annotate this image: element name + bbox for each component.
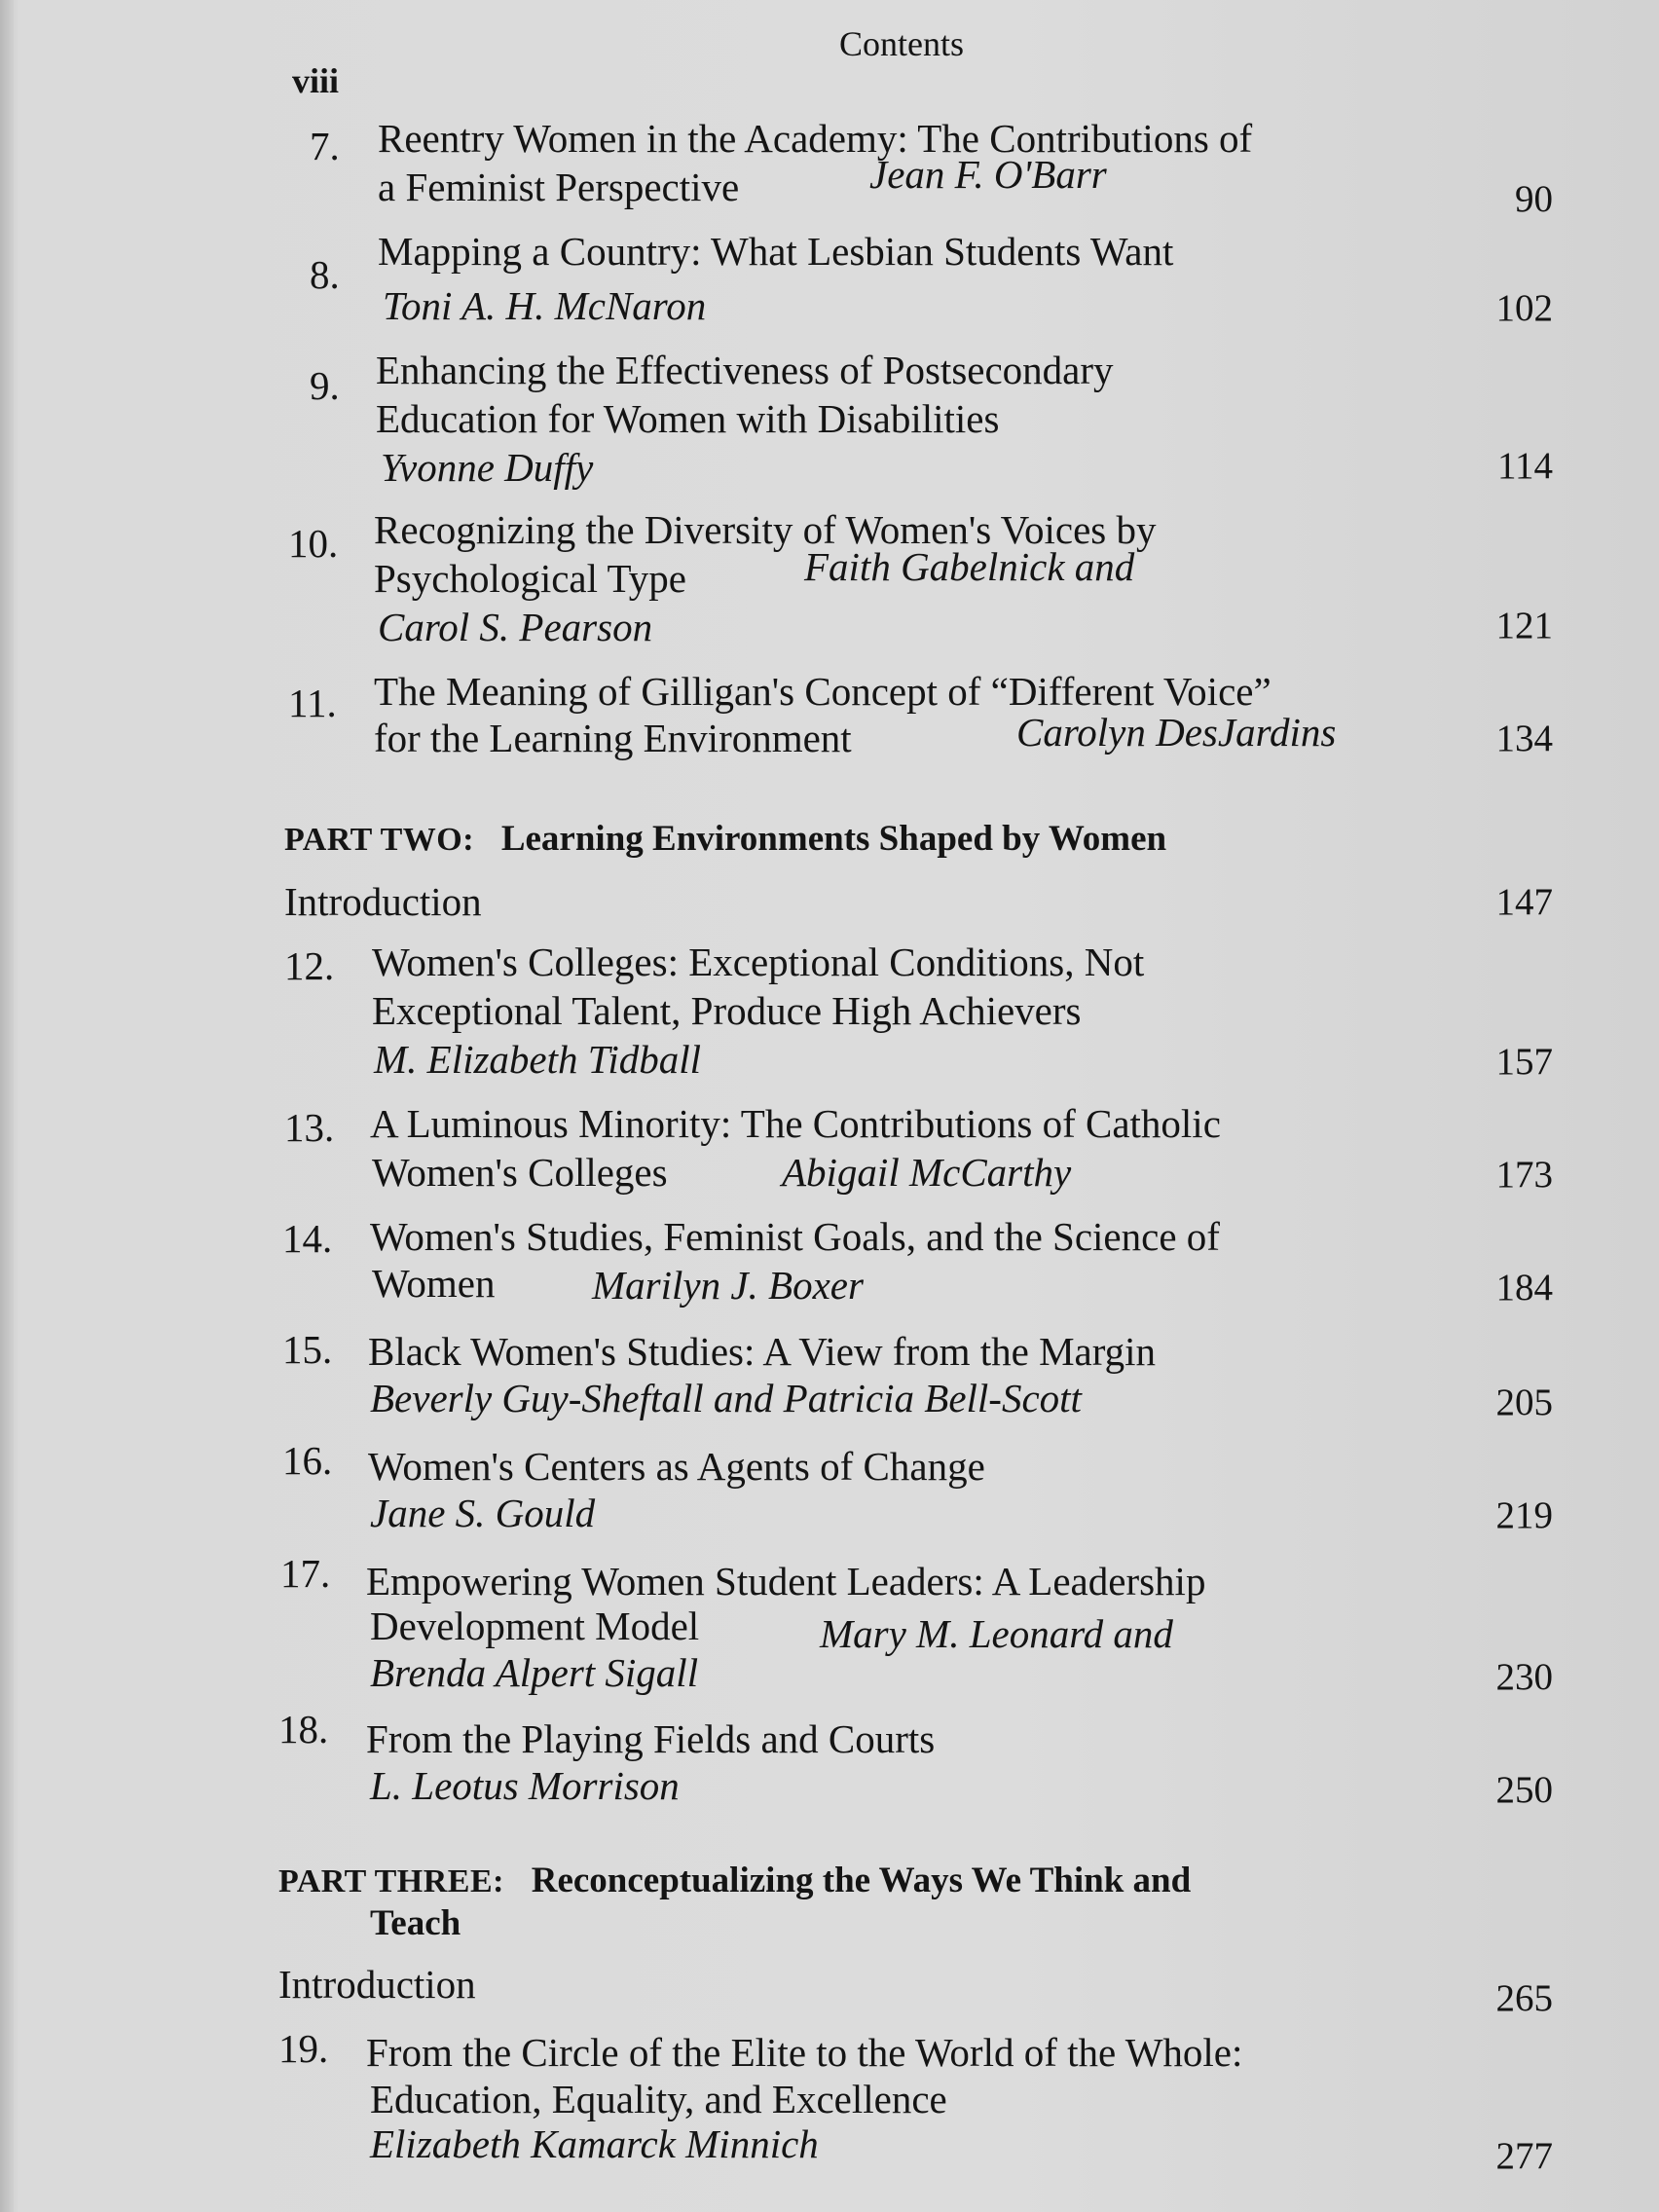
entry-page: 134 bbox=[1495, 718, 1553, 759]
part-label: PART THREE: bbox=[278, 1863, 504, 1899]
entry-number: 10. bbox=[288, 521, 339, 566]
entry-author: Jean F. O'Barr bbox=[869, 152, 1107, 197]
entry-page: 219 bbox=[1495, 1494, 1553, 1536]
entry-author: Yvonne Duffy bbox=[381, 445, 594, 490]
entry-title: Development Model bbox=[370, 1604, 700, 1648]
entry-number: 17. bbox=[280, 1551, 331, 1596]
entry-number: 7. bbox=[310, 124, 340, 168]
entry-author: Elizabeth Kamarck Minnich bbox=[370, 2121, 819, 2166]
page-number: viii bbox=[292, 61, 340, 100]
entry-author: Carol S. Pearson bbox=[378, 605, 653, 649]
entry-author: Faith Gabelnick and bbox=[804, 544, 1135, 589]
entry-title: Psychological Type bbox=[374, 556, 686, 601]
entry-author: M. Elizabeth Tidball bbox=[374, 1037, 701, 1082]
entry-author: Jane S. Gould bbox=[370, 1491, 596, 1535]
entry-page: 230 bbox=[1495, 1656, 1553, 1698]
entry-title: From the Playing Fields and Courts bbox=[366, 1716, 936, 1761]
entry-number: 19. bbox=[278, 2026, 329, 2071]
entry-title: Exceptional Talent, Produce High Achievers bbox=[372, 988, 1082, 1033]
entry-number: 16. bbox=[282, 1438, 333, 1483]
entry-title: Women's Colleges bbox=[372, 1150, 668, 1195]
entry-title: Black Women's Studies: A View from the Margin bbox=[368, 1329, 1157, 1374]
entry-author: Carolyn DesJardins bbox=[1016, 710, 1337, 755]
entry-title: Enhancing the Effectiveness of Postsecondary bbox=[376, 348, 1114, 392]
entry-number: 11. bbox=[288, 681, 337, 725]
entry-number: 12. bbox=[284, 943, 335, 988]
entry-author: Brenda Alpert Sigall bbox=[370, 1650, 699, 1695]
entry-title: Women's Colleges: Exceptional Conditions, Not bbox=[372, 940, 1145, 984]
part-introduction: Introduction bbox=[284, 879, 482, 924]
entry-title: Education, Equality, and Excellence bbox=[370, 2077, 947, 2121]
part-introduction: Introduction bbox=[278, 1962, 476, 2007]
entry-page: 157 bbox=[1495, 1041, 1553, 1083]
entry-page: 90 bbox=[1515, 178, 1553, 220]
entry-title: Recognizing the Diversity of Women's Voices by bbox=[374, 507, 1157, 552]
entry-page: 102 bbox=[1495, 287, 1553, 329]
introduction-page: 265 bbox=[1495, 1977, 1553, 2019]
entry-author: L. Leotus Morrison bbox=[370, 1763, 680, 1808]
introduction-page: 147 bbox=[1495, 881, 1553, 923]
entry-page: 121 bbox=[1495, 605, 1553, 646]
entry-page: 250 bbox=[1495, 1769, 1553, 1811]
entry-author: Toni A. H. McNaron bbox=[383, 283, 707, 328]
entry-page: 173 bbox=[1495, 1154, 1553, 1196]
entry-number: 13. bbox=[284, 1105, 335, 1150]
page-edge bbox=[0, 0, 14, 2212]
entry-page: 277 bbox=[1495, 2135, 1553, 2177]
entry-title: Education for Women with Disabilities bbox=[376, 396, 1000, 441]
entry-title: A Luminous Minority: The Contributions of Catholic bbox=[370, 1101, 1221, 1146]
entry-page: 114 bbox=[1496, 445, 1553, 487]
entry-author: Marilyn J. Boxer bbox=[592, 1263, 864, 1308]
entry-title: Empowering Women Student Leaders: A Leadership bbox=[366, 1559, 1206, 1604]
part-label: PART TWO: bbox=[284, 822, 475, 858]
entry-title: Mapping a Country: What Lesbian Students Want bbox=[378, 229, 1174, 274]
part-title: Reconceptualizing the Ways We Think and bbox=[531, 1861, 1192, 1900]
entry-title: Reentry Women in the Academy: The Contributions of bbox=[378, 116, 1253, 161]
entry-title: From the Circle of the Elite to the World of the Whole: bbox=[366, 2030, 1243, 2075]
entry-author: Beverly Guy-Sheftall and Patricia Bell-Scott bbox=[370, 1376, 1082, 1420]
entry-author: Mary M. Leonard and bbox=[820, 1611, 1173, 1656]
entry-title: The Meaning of Gilligan's Concept of “Different Voice” bbox=[374, 669, 1272, 714]
entry-title: Women's Centers as Agents of Change bbox=[368, 1444, 985, 1489]
part-heading bbox=[284, 818, 1166, 860]
entry-number: 8. bbox=[310, 252, 340, 297]
entry-number: 18. bbox=[278, 1707, 329, 1751]
part-heading bbox=[278, 1860, 1191, 1901]
entry-page: 205 bbox=[1495, 1382, 1553, 1423]
entry-title: a Feminist Perspective bbox=[378, 165, 740, 209]
entry-page: 184 bbox=[1495, 1267, 1553, 1309]
entry-title: for the Learning Environment bbox=[374, 716, 852, 760]
entry-title: Women's Studies, Feminist Goals, and the Science of bbox=[370, 1214, 1220, 1259]
entry-number: 14. bbox=[282, 1216, 333, 1261]
entry-number: 15. bbox=[282, 1327, 333, 1372]
entry-number: 9. bbox=[310, 363, 340, 408]
running-head: Contents bbox=[839, 24, 965, 63]
entry-author: Abigail McCarthy bbox=[782, 1150, 1072, 1195]
entry-title: Women bbox=[372, 1261, 496, 1306]
part-title-continued: Teach bbox=[370, 1903, 461, 1943]
part-title: Learning Environments Shaped by Women bbox=[500, 819, 1167, 859]
